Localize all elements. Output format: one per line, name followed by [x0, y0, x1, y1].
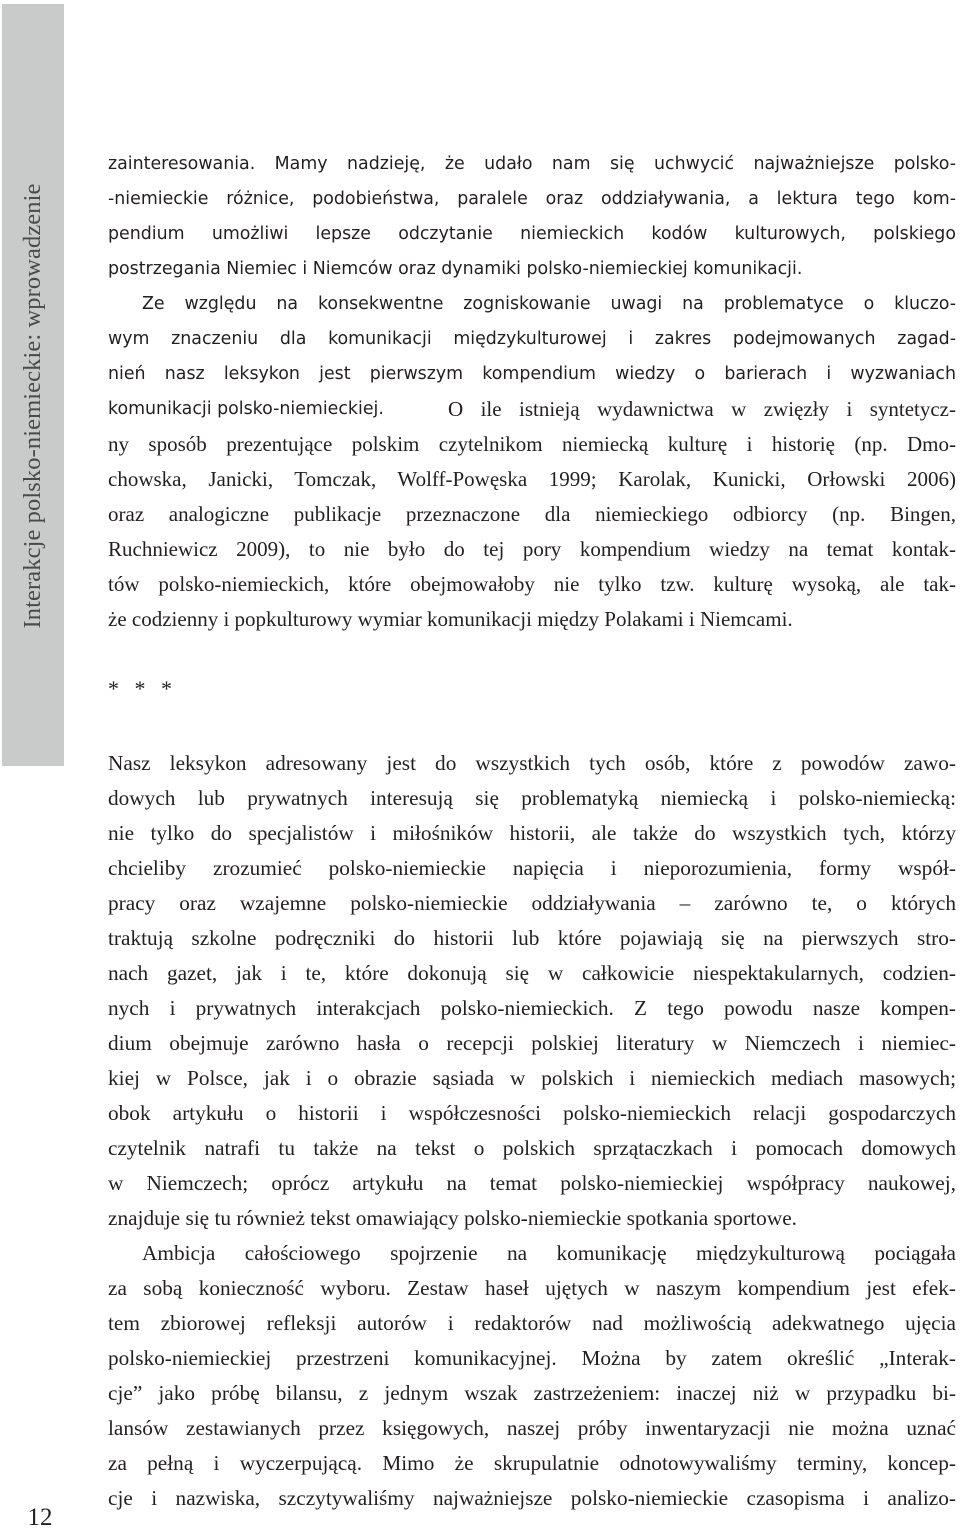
- text-line: za pełną i wyczerpującą. Mimo że skrupulatnie odnotowywaliśmy terminy, koncep-: [108, 1451, 956, 1475]
- text-line: polsko-niemieckiej przestrzeni komunikacyjnej. Można by zatem określić „Interak-: [108, 1346, 956, 1370]
- text-line: nach gazet, jak i te, które dokonują się w całkowicie niespektakularnych, codzien-: [108, 961, 956, 985]
- text-line: za sobą konieczność wyboru. Zestaw haseł ujętych w naszym kompendium jest efek-: [108, 1276, 956, 1300]
- paragraph-block-c: [108, 746, 956, 1516]
- text-line: pracy oraz wzajemne polsko-niemieckie oddziaływania – zarówno te, o których: [108, 891, 956, 915]
- section-separator: * * *: [108, 676, 177, 701]
- text-line: zainteresowania. Mamy nadzieję, że udało nam się uchwycić najważniejsze polsko-: [108, 154, 956, 174]
- text-line: nie tylko do specjalistów i miłośników historii, ale także do wszystkich tych, którzy: [108, 821, 956, 845]
- text-line: czytelnik natrafi tu także na tekst o polskich sprzątaczkach i pomocach domowych: [108, 1136, 956, 1160]
- text-line: cje i nazwiska, szczytywaliśmy najważniejsze polsko-niemieckie czasopisma i analizo-: [108, 1486, 956, 1510]
- text-line: obok artykułu o historii i współczesności polsko-niemieckich relacji gospodarczych: [108, 1101, 956, 1125]
- text-line: tów polsko-niemieckich, które obejmowałoby nie tylko tzw. kulturę wysoką, ale tak-: [108, 572, 956, 596]
- text-line: Ze względu na konsekwentne zogniskowanie uwagi na problematyce o kluczo-: [142, 294, 956, 314]
- text-line: Ambicja całościowego spojrzenie na komunikację międzykulturową pociągała: [142, 1241, 956, 1265]
- text-line: oraz analogiczne publikacje przeznaczone dla niemieckiego odbiorcy (np. Bingen,: [108, 502, 956, 526]
- text-line: cje” jako próbę bilansu, z jednym wszak zastrzeżeniem: inaczej niż w przypadku bi-: [108, 1381, 956, 1405]
- text-line: że codzienny i popkulturowy wymiar komunikacji między Polakami i Niemcami.: [108, 607, 793, 631]
- text-line: w Niemczech; oprócz artykułu na temat polsko-niemieckiej współpracy naukowej,: [108, 1171, 956, 1195]
- text-line: O ile istnieją wydawnictwa w zwięzły i syntetycz-: [448, 397, 956, 421]
- text-line: kiej w Polsce, jak i o obrazie sąsiada w polskich i niemieckich mediach masowych;: [108, 1066, 956, 1090]
- text-line: ny sposób prezentujące polskim czytelnikom niemiecką kulturę i historię (np. Dmo-: [108, 432, 956, 456]
- page-number: 12: [27, 1504, 53, 1531]
- text-line: dowych lub prywatnych interesują się problematyką niemiecką i polsko-niemiecką:: [108, 786, 956, 810]
- text-line: postrzegania Niemiec i Niemców oraz dynamiki polsko-niemieckiej komunikacji.: [108, 259, 803, 279]
- text-line: nień nasz leksykon jest pierwszym kompendium wiedzy o barierach i wyzwaniach: [108, 364, 956, 384]
- text-line: pendium umożliwi lepsze odczytanie niemieckich kodów kulturowych, polskiego: [108, 224, 956, 244]
- text-line: -niemieckie różnice, podobieństwa, paralele oraz oddziaływania, a lektura tego kom-: [108, 189, 956, 209]
- paragraph-block-a: [108, 147, 956, 427]
- text-line: wym znaczeniu dla komunikacji międzykulturowej i zakres podejmowanych zagad-: [108, 329, 956, 349]
- text-line: Nasz leksykon adresowany jest do wszystkich tych osób, które z powodów zawo-: [108, 751, 956, 775]
- text-line: komunikacji polsko-niemieckiej.: [108, 399, 384, 419]
- text-line: chowska, Janicki, Tomczak, Wolff-Powęska 1999; Karolak, Kunicki, Orłowski 2006): [108, 467, 956, 491]
- running-head-title: Interakcje polsko-niemieckie: wprowadzenie: [19, 183, 46, 629]
- text-line: znajduje się tu również tekst omawiający polsko-niemieckie spotkania sportowe.: [108, 1206, 797, 1230]
- text-line: nych i prywatnych interakcjach polsko-niemieckich. Z tego powodu nasze kompen-: [108, 996, 956, 1020]
- text-line: traktują szkolne podręczniki do historii lub które pojawiają się na pierwszych stro-: [108, 926, 956, 950]
- paragraph-block-b: [108, 392, 956, 637]
- text-line: Ruchniewicz 2009), to nie było do tej pory kompendium wiedzy na temat kontak-: [108, 537, 956, 561]
- text-line: dium obejmuje zarówno hasła o recepcji polskiej literatury w Niemczech i niemiec-: [108, 1031, 956, 1055]
- text-line: lansów zestawianych przez księgowych, naszej próby inwentaryzacji nie można uznać: [108, 1416, 956, 1440]
- text-line: tem zbiorowej refleksji autorów i redaktorów nad możliwością adekwatnego ujęcia: [108, 1311, 956, 1335]
- text-line: chcieliby zrozumieć polsko-niemieckie napięcia i nieporozumienia, formy współ-: [108, 856, 956, 880]
